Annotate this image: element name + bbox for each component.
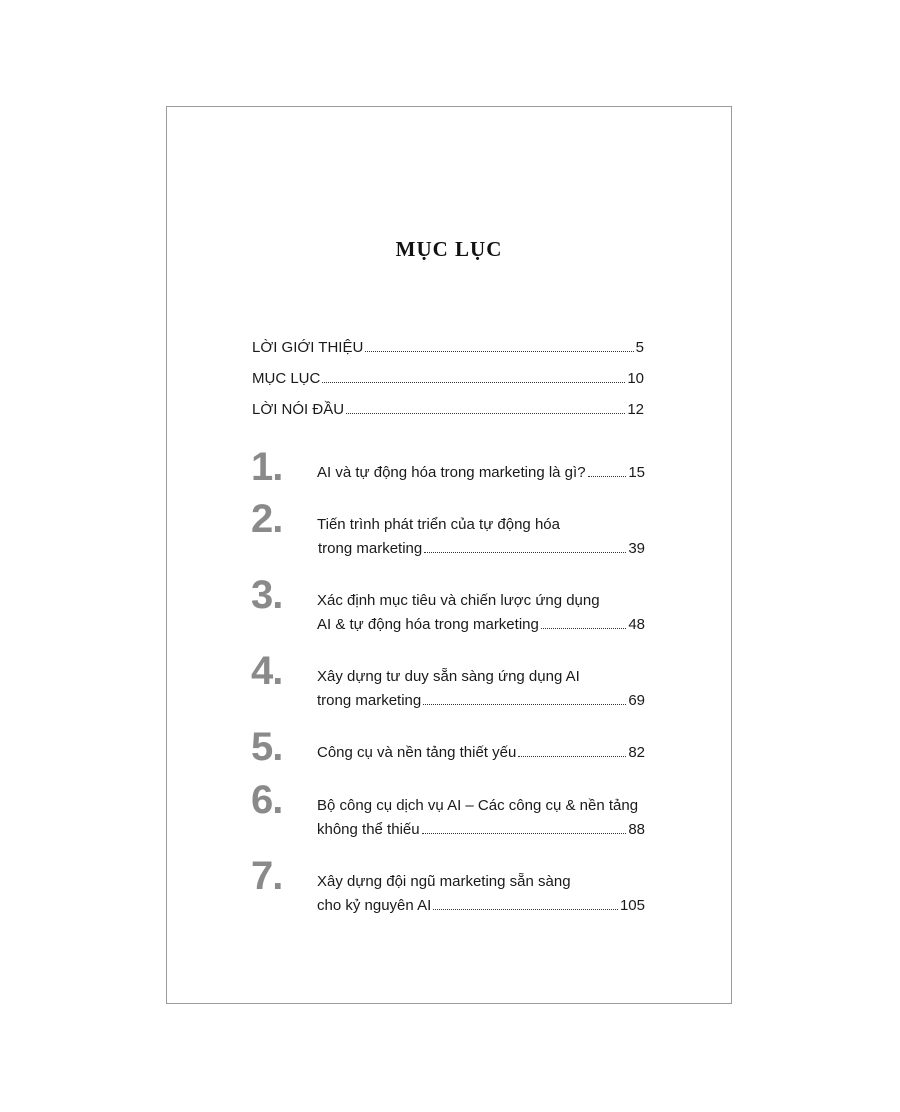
entry-label: LỜI NÓI ĐẦU — [252, 401, 345, 418]
chapter-title: Công cụ và nền tảng thiết yếu — [317, 744, 517, 761]
chapter-number: 7. — [251, 854, 283, 898]
chapter-title: AI và tự động hóa trong marketing là gì? — [317, 464, 586, 481]
toc-chapter-entry[interactable] — [251, 856, 645, 916]
chapter-page: 105 — [619, 897, 645, 914]
chapter-title: trong marketing — [318, 540, 423, 557]
toc-front-entry[interactable] — [252, 370, 644, 387]
chapter-title-line — [317, 461, 645, 485]
dot-leader — [423, 703, 626, 705]
chapter-page: 15 — [628, 464, 645, 481]
chapter-number: 4. — [251, 649, 283, 693]
dot-leader — [518, 755, 626, 757]
chapter-title-line1: Xây dựng đội ngũ marketing sẵn sàng — [317, 873, 571, 890]
entry-page: 5 — [635, 339, 644, 356]
chapter-page: 82 — [628, 744, 645, 761]
entry-page: 10 — [627, 370, 644, 387]
chapter-title-line — [317, 741, 645, 765]
chapter-number: 1. — [251, 445, 283, 489]
chapter-title: trong marketing — [317, 692, 422, 709]
toc-chapter-entry[interactable] — [251, 499, 645, 559]
dot-leader — [588, 475, 627, 477]
book-page — [166, 106, 732, 1004]
toc-chapter-entry[interactable] — [251, 447, 645, 497]
toc-chapter-entry[interactable] — [251, 780, 645, 840]
chapter-title-line2 — [317, 818, 645, 842]
toc-chapter-entry[interactable] — [251, 651, 645, 711]
entry-label: MỤC LỤC — [252, 370, 321, 387]
chapter-title: không thể thiếu — [317, 821, 420, 838]
chapter-number: 2. — [251, 497, 283, 541]
chapter-number: 5. — [251, 725, 283, 769]
chapter-title-line1: Bộ công cụ dịch vụ AI – Các công cụ & nền tảng — [317, 797, 639, 814]
toc-chapter-entry[interactable] — [251, 575, 645, 635]
dot-leader — [422, 832, 627, 834]
toc-chapter-entry[interactable] — [251, 727, 645, 777]
chapter-number: 6. — [251, 778, 283, 822]
page-title: MỤC LỤC — [395, 237, 503, 261]
chapter-title-line1: Xây dựng tư duy sẵn sàng ứng dụng AI — [317, 668, 580, 685]
chapter-number: 3. — [251, 573, 283, 617]
chapter-page: 69 — [628, 692, 645, 709]
toc-front-entry[interactable] — [252, 401, 644, 418]
chapter-title-line2 — [317, 613, 645, 637]
chapter-title: AI & tự động hóa trong marketing — [317, 616, 539, 633]
dot-leader — [433, 908, 618, 910]
chapter-title: cho kỷ nguyên AI — [317, 897, 432, 914]
chapter-page: 88 — [628, 821, 645, 838]
entry-page: 12 — [627, 401, 644, 418]
dot-leader — [322, 381, 625, 383]
chapter-title-line2 — [317, 689, 645, 713]
chapter-title-line1: Xác định mục tiêu và chiến lược ứng dụng — [317, 592, 600, 609]
chapter-page: 39 — [628, 540, 645, 557]
entry-label: LỜI GIỚI THIỆU — [252, 339, 364, 356]
chapter-title-line1: Tiến trình phát triển của tự động hóa — [317, 516, 560, 533]
chapter-title-line2 — [317, 537, 645, 561]
dot-leader — [424, 551, 626, 553]
dot-leader — [541, 627, 626, 629]
toc-front-entry[interactable] — [252, 339, 644, 356]
dot-leader — [365, 350, 633, 352]
chapter-title-line2 — [317, 894, 645, 918]
chapter-page: 48 — [628, 616, 645, 633]
dot-leader — [346, 412, 625, 414]
